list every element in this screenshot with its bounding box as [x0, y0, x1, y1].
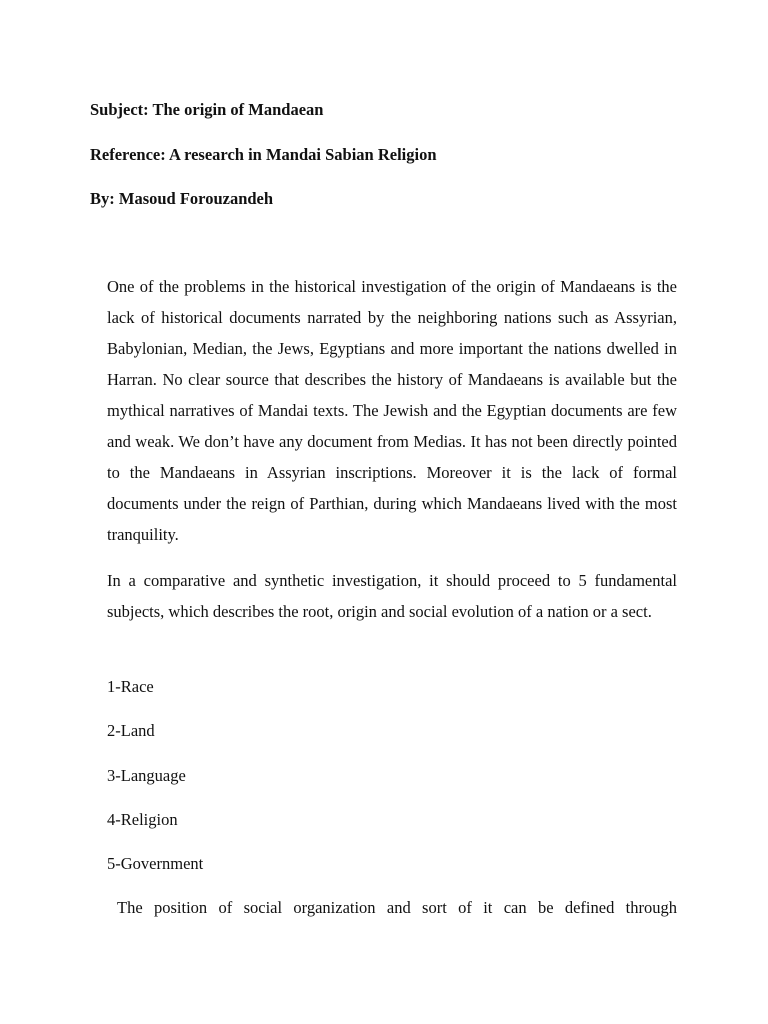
- reference-heading: Reference: A research in Mandai Sabian Religion: [90, 145, 437, 164]
- body-paragraph-3: The position of social organization and sort of it can be defined through: [117, 898, 677, 917]
- list-item-race: 1-Race: [107, 677, 154, 696]
- list-item-language: 3-Language: [107, 766, 186, 785]
- body-paragraph-2: In a comparative and synthetic investigation, it should proceed to 5 fundamental subjects, which describes the root, origin and social evolution of a nation or a sect.: [107, 571, 677, 621]
- list-item-government: 5-Government: [107, 854, 204, 873]
- body-paragraph-1: One of the problems in the historical investigation of the origin of Mandaeans is the lack of historical documents narrated by the neighboring nations such as Assyrian, Babylonian, Median, the Jews, Egyptians and more important the nations dwelled in Harran. No clear source that describes the history of Mandaeans is available but the mythical narratives of Mandai texts. The Jewish and the Egyptian documents are few and weak. We don’t have any document from Medias. It has not been directly pointed to the Mandaeans in Assyrian inscriptions. Moreover it is the lack of formal documents under the reign of Parthian, during which Mandaeans lived with the most tranquility.: [107, 277, 677, 544]
- author-heading: By: Masoud Forouzandeh: [90, 189, 274, 208]
- list-item-religion: 4-Religion: [107, 810, 178, 829]
- list-item-land: 2-Land: [107, 721, 155, 740]
- subject-heading: Subject: The origin of Mandaean: [90, 100, 324, 119]
